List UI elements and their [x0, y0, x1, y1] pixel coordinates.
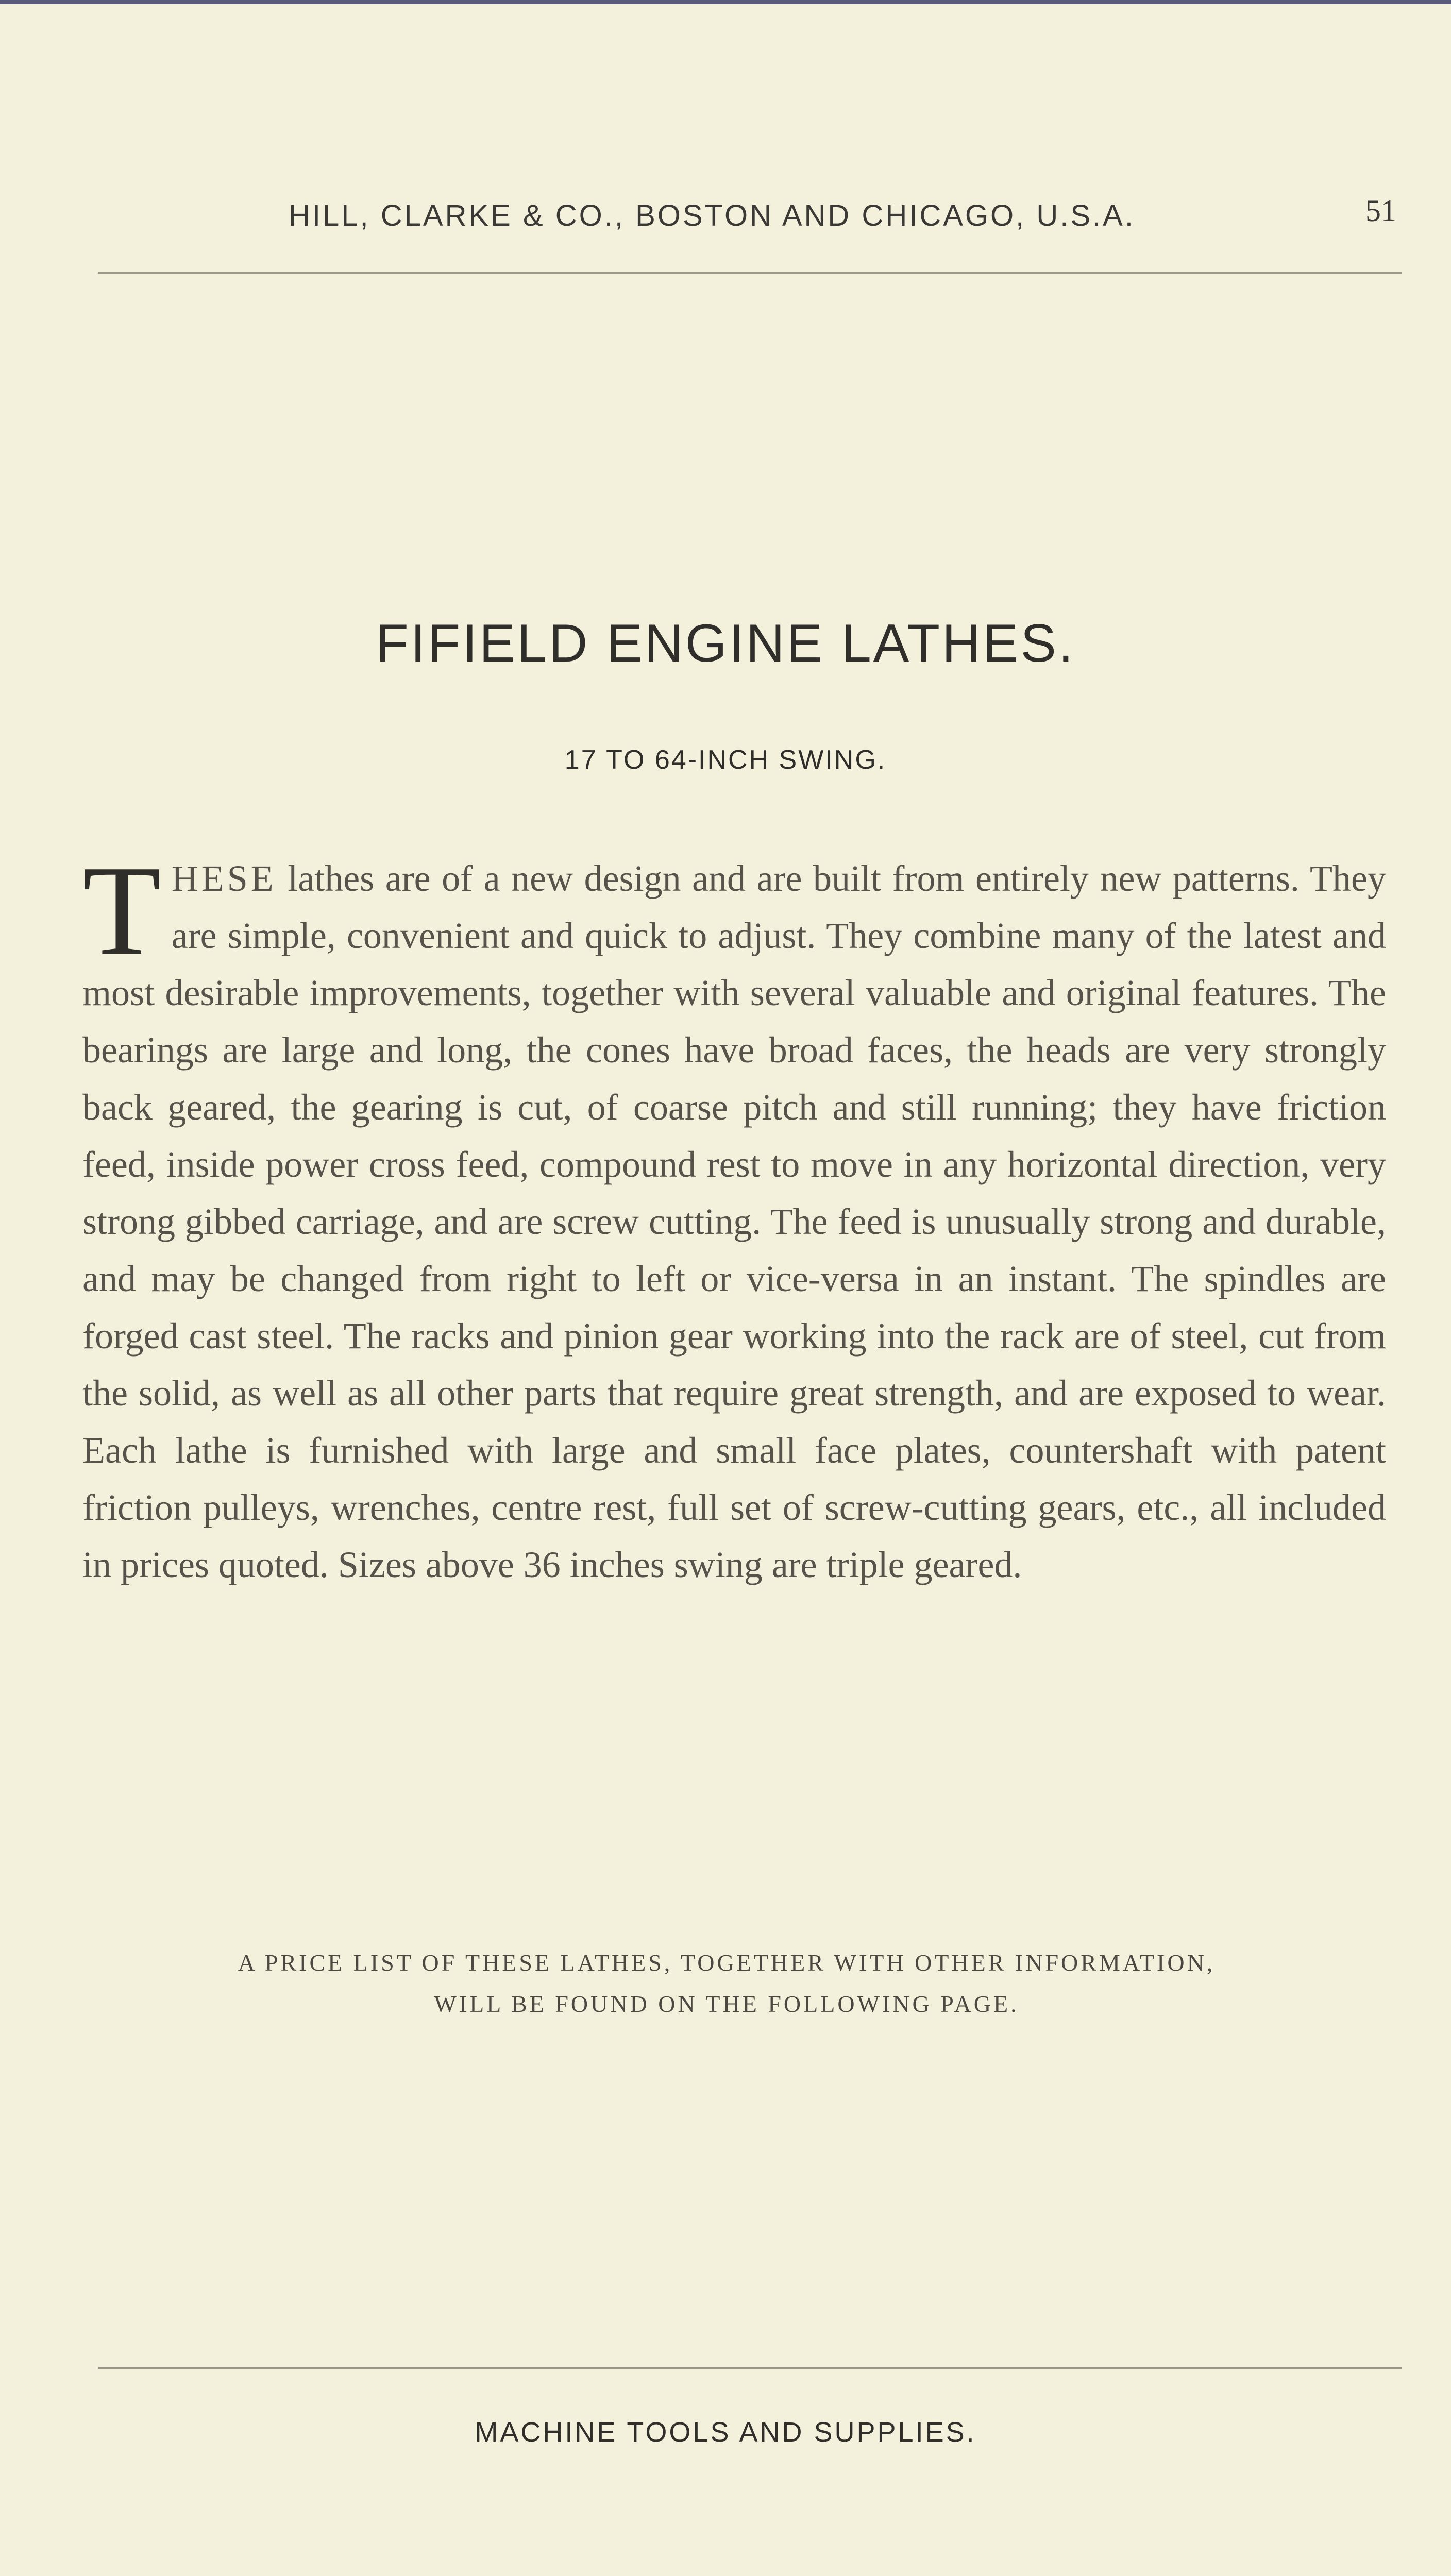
article-body: [82, 839, 1386, 1594]
page-number: 51: [1365, 194, 1396, 228]
header-rule: [98, 272, 1402, 274]
price-list-note: [98, 1942, 1355, 2025]
footer-text: MACHINE TOOLS AND SUPPLIES.: [475, 2417, 976, 2448]
body-paragraph: lathes are of a new design and are built from entirely new patterns. They are simple, convenient and quick to adjust. They combine many of the latest and most desirable improvements, together with several valuable and original features. The bearings are large and long, the cones have broad faces, the heads are very strongly back geared, the gearing is cut, of coarse pitch and still running; they have friction feed, inside power cross feed, compound rest to move in any horizontal direction, very strong gibbed carriage, and are screw cutting. The feed is unusually strong and durable, and may be changed from right to left or vice-versa in an instant. The spindles are forged cast steel. The racks and pinion gear working into the rack are of steel, cut from the solid, as well as all other parts that require great strength, and are exposed to wear. Each lathe is furnished with large and small face plates, countershaft with patent friction pulleys, wrenches, centre rest, full set of screw-cutting gears, etc., all included in prices quoted. Sizes above 36 inches swing are triple geared.: [82, 858, 1386, 1585]
price-note-line-2: WILL BE FOUND ON THE FOLLOWING PAGE.: [434, 1991, 1019, 2017]
drop-cap: T: [82, 839, 161, 982]
page-header: [98, 193, 1402, 255]
running-head: HILL, CLARKE & CO., BOSTON AND CHICAGO, U.S.A.: [289, 199, 1135, 232]
footer-rule: [98, 2367, 1402, 2369]
page-top-edge: [0, 0, 1451, 4]
first-word: HESE: [171, 858, 277, 899]
page-subtitle: 17 TO 64-INCH SWING.: [564, 745, 887, 775]
page-title: FIFIELD ENGINE LATHES.: [376, 614, 1075, 673]
price-note-line-1: A PRICE LIST OF THESE LATHES, TOGETHER WITH OTHER INFORMATION,: [238, 1950, 1216, 1976]
